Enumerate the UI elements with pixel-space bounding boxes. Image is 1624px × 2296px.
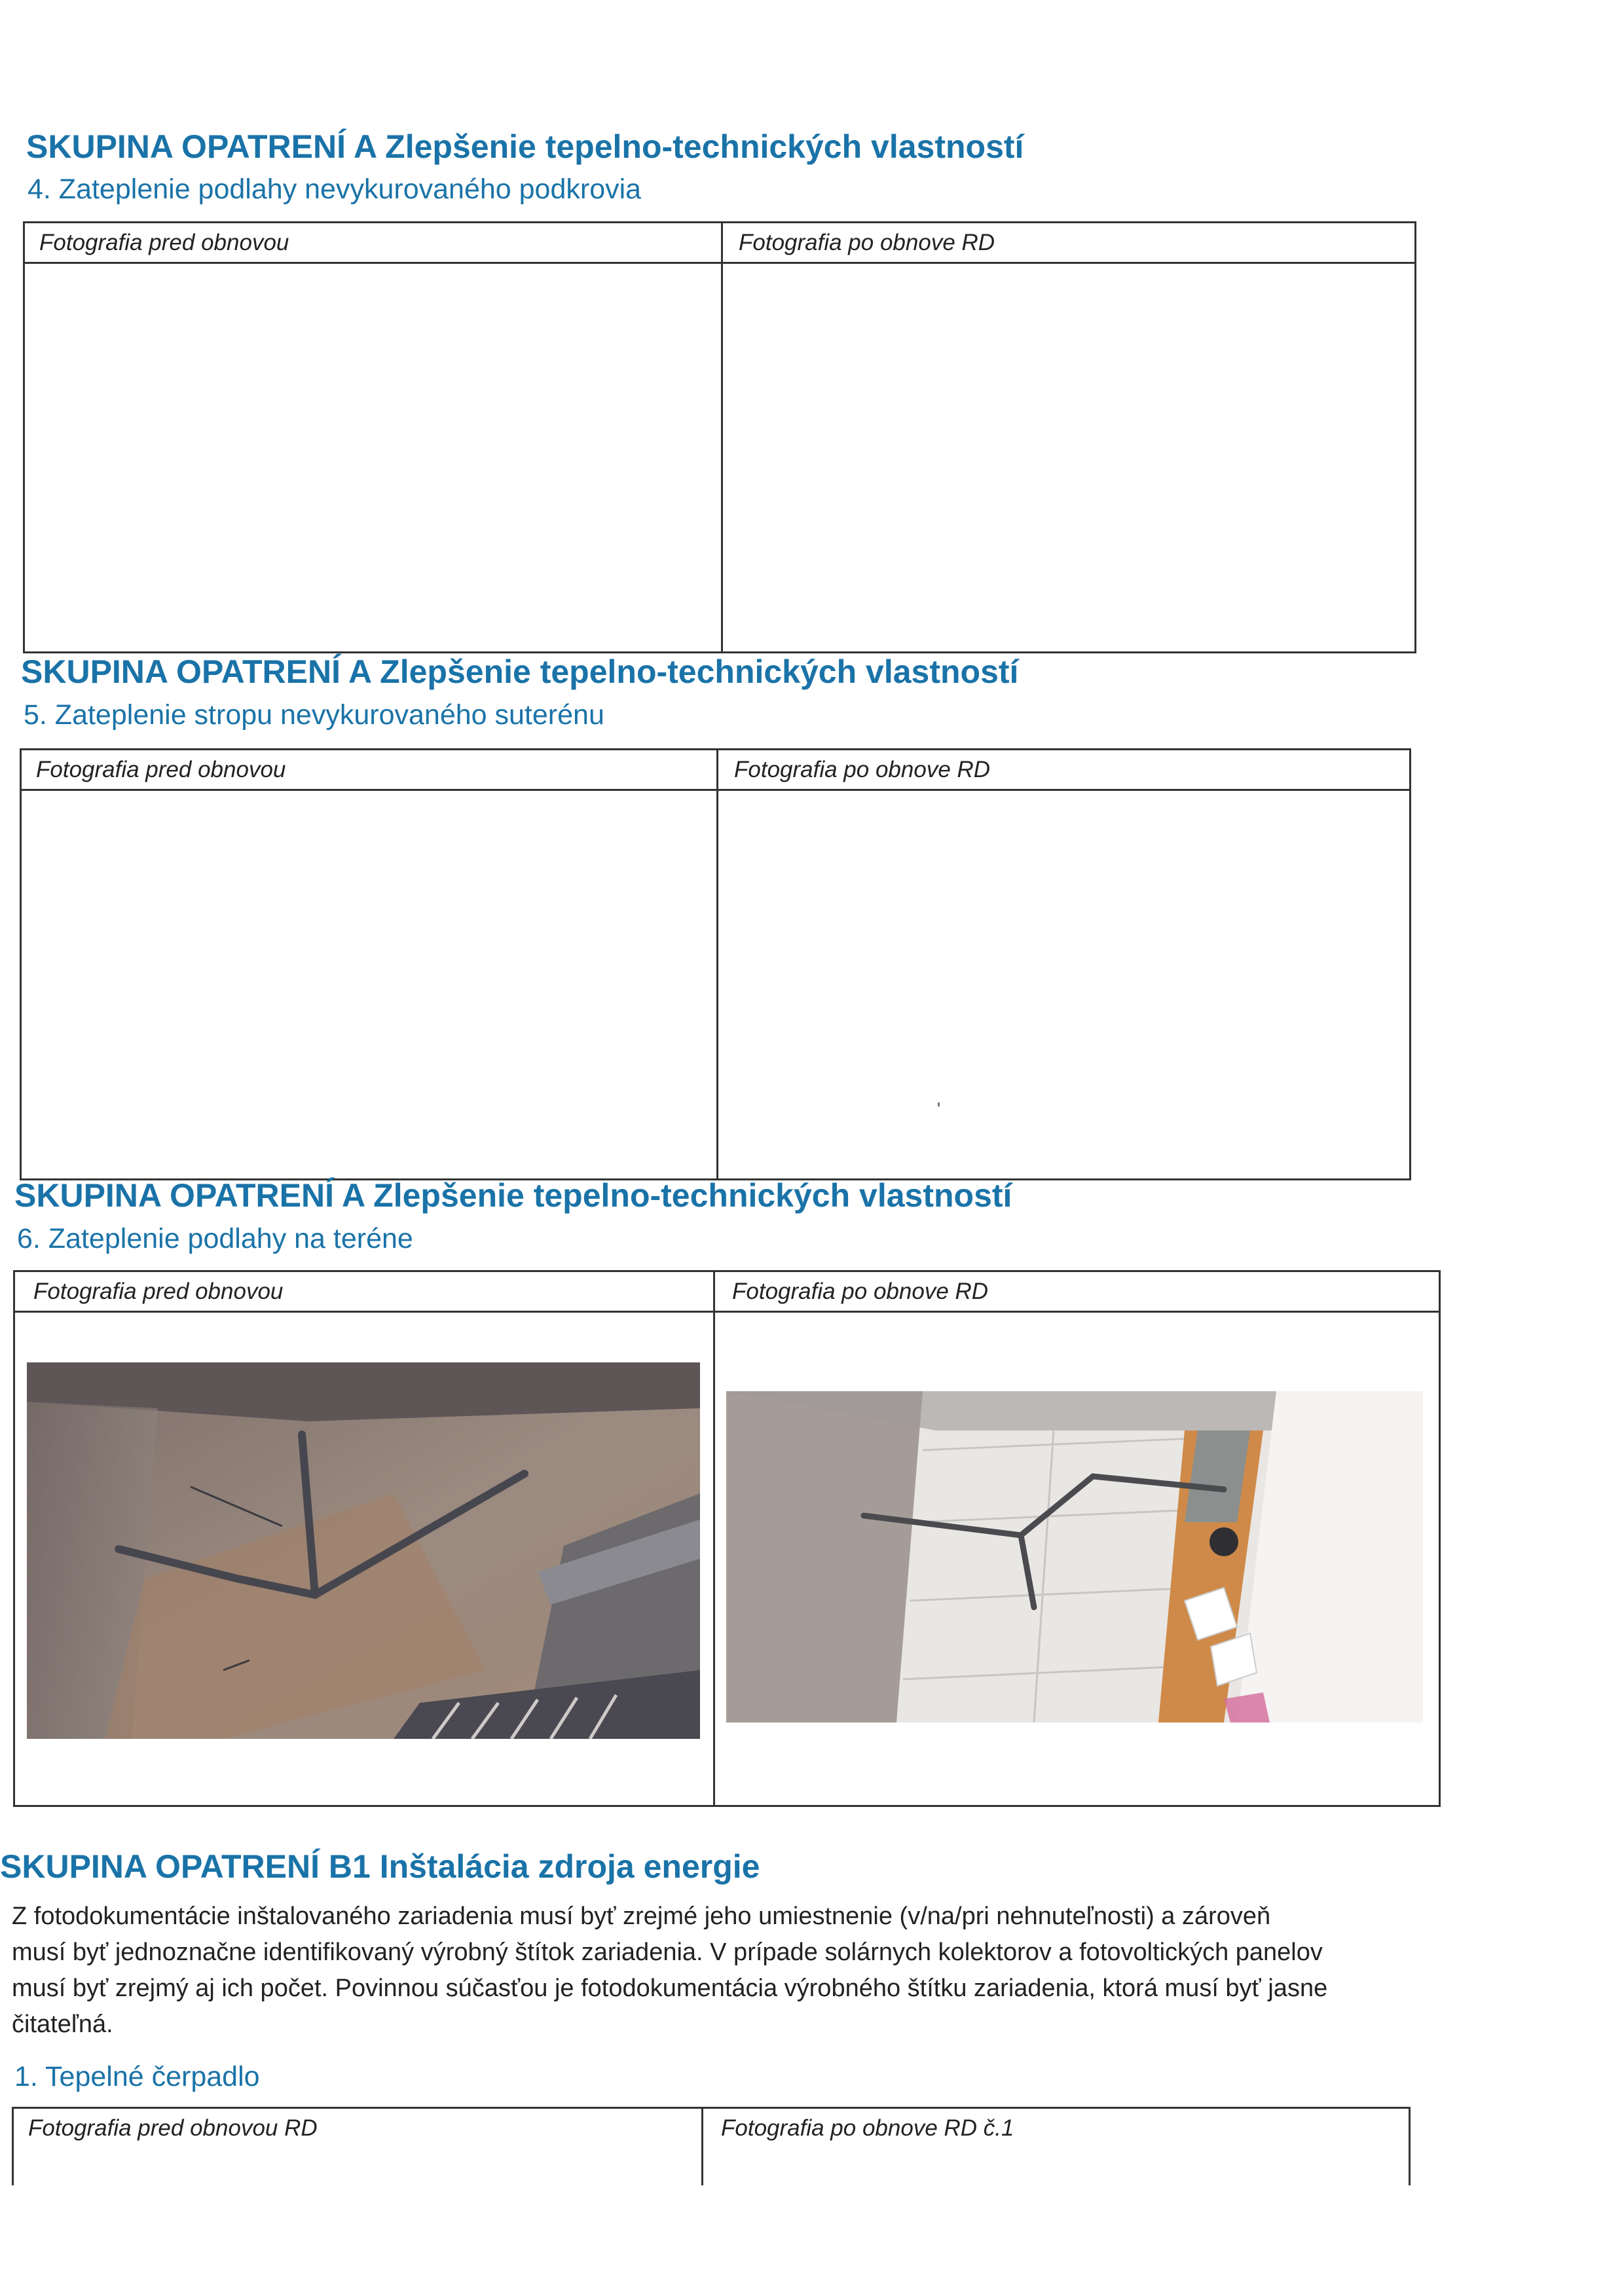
section-b1-heading: SKUPINA OPATRENÍ B1 Inštalácia zdroja energie [0,1848,760,1885]
column-divider [701,2109,703,2185]
column-divider [721,223,723,651]
after-photo-label: Fotografia po obnove RD [739,230,995,255]
before-photo-label: Fotografia pred obnovou [33,1279,284,1304]
after-photo-label: Fotografia po obnove RD [734,757,991,782]
before-photo-label: Fotografia pred obnovou RD [28,2115,318,2141]
section-b1-paragraph [12,1899,1446,2043]
after-photo-image [726,1391,1423,1722]
before-photo-image [27,1362,700,1739]
section-5-photo-table [20,748,1411,1180]
section-4-heading: SKUPINA OPATRENÍ A Zlepšenie tepelno-technických vlastností [26,128,1024,165]
after-photo-label: Fotografia po obnove RD č.1 [721,2115,1014,2141]
scan-speck [938,1102,940,1106]
paragraph-line: musí byť zrejmý aj ich počet. Povinnou súčasťou je fotodokumentácia výrobného štítku zariadenia, ktorá musí byť jasne [12,1975,1328,2002]
after-photo-label: Fotografia po obnove RD [732,1279,989,1304]
section-5-item: 5. Zateplenie stropu nevykurovaného suterénu [24,699,604,731]
section-4-photo-table [23,221,1416,653]
paragraph-line: musí byť jednoznačne identifikovaný výrobný štítok zariadenia. V prípade solárnych kolektorov a fotovoltických panelov [12,1939,1323,1966]
section-4-item: 4. Zateplenie podlahy nevykurovaného podkrovia [28,173,642,205]
before-photo-label: Fotografia pred obnovou [39,230,289,255]
section-b1-photo-table [12,2107,1411,2185]
paragraph-line: čitateľná. [12,2011,113,2038]
column-divider [716,750,718,1178]
section-6-photo-table [13,1270,1441,1807]
section-b1-item: 1. Tepelné čerpadlo [14,2061,260,2092]
section-5-heading: SKUPINA OPATRENÍ A Zlepšenie tepelno-technických vlastností [21,653,1019,690]
before-photo-label: Fotografia pred obnovou [36,757,286,782]
section-6-item: 6. Zateplenie podlahy na teréne [17,1223,413,1254]
section-6-heading: SKUPINA OPATRENÍ A Zlepšenie tepelno-technických vlastností [14,1177,1012,1214]
column-divider [713,1272,715,1805]
paragraph-line: Z fotodokumentácie inštalovaného zariadenia musí byť zrejmé jeho umiestnenie (v/na/pri nehnuteľnosti) a zároveň [12,1903,1271,1930]
